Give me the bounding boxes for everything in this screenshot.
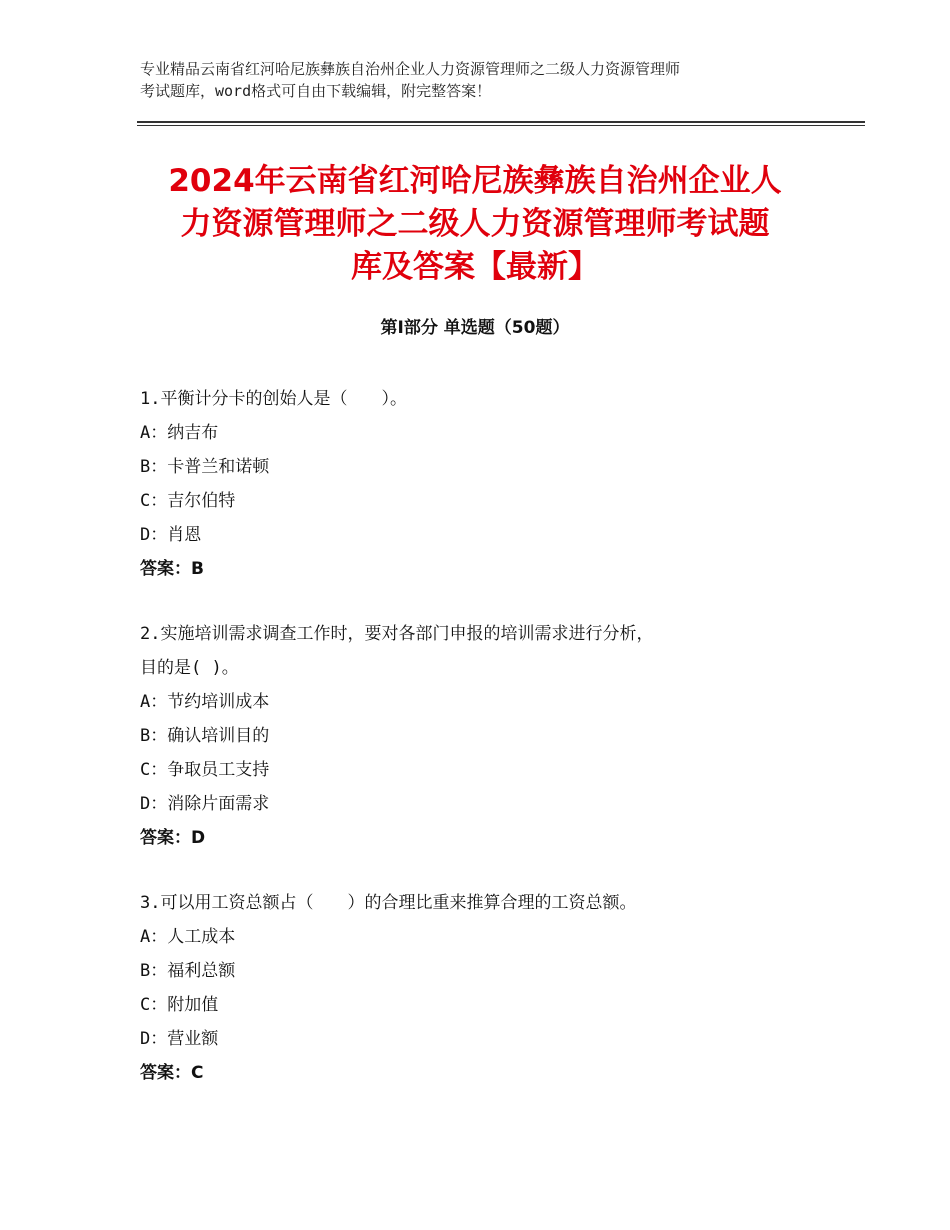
option-b: B：卡普兰和诺顿 [140, 457, 270, 477]
option-d: D：消除片面需求 [140, 794, 270, 814]
option-a: A：人工成本 [140, 927, 236, 947]
question-3 [140, 886, 840, 1090]
option-a: A：纳吉布 [140, 423, 219, 443]
header-note-line-1: 专业精品云南省红河哈尼族彝族自治州企业人力资源管理师之二级人力资源管理师 [140, 60, 681, 78]
option-b: B：确认培训目的 [140, 726, 270, 746]
option-b: B：福利总额 [140, 961, 236, 981]
section-title: 第Ⅰ部分 单选题（50题） [380, 318, 570, 338]
question-2 [140, 617, 840, 855]
question-list [140, 382, 840, 1121]
document-title-line-2: 力资源管理师之二级人力资源管理师考试题 [180, 206, 770, 242]
question-stem-continued: 目的是( )。 [140, 658, 239, 678]
option-c: C：附加值 [140, 995, 219, 1015]
option-c: C：争取员工支持 [140, 760, 270, 780]
answer-label: 答案：D [140, 828, 206, 848]
option-d: D：营业额 [140, 1029, 219, 1049]
option-d: D：肖恩 [140, 525, 202, 545]
header-divider-thick [137, 121, 865, 123]
question-1 [140, 382, 840, 586]
header-note-line-2: 考试题库，word格式可自由下载编辑，附完整答案！ [140, 82, 492, 100]
option-a: A：节约培训成本 [140, 692, 270, 712]
document-title-line-3: 库及答案【最新】 [351, 249, 599, 285]
header-divider-thin [137, 125, 865, 126]
answer-label: 答案：B [140, 559, 204, 579]
option-c: C：吉尔伯特 [140, 491, 236, 511]
question-stem: 3.可以用工资总额占（ ）的合理比重来推算合理的工资总额。 [140, 893, 637, 913]
header-note [140, 58, 830, 102]
question-stem: 2.实施培训需求调查工作时，要对各部门申报的培训需求进行分析， [140, 624, 654, 644]
answer-label: 答案：C [140, 1063, 204, 1083]
question-stem: 1.平衡计分卡的创始人是（ ）。 [140, 389, 407, 409]
document-title [120, 160, 830, 289]
document-title-line-1: 2024年云南省红河哈尼族彝族自治州企业人 [168, 163, 782, 199]
